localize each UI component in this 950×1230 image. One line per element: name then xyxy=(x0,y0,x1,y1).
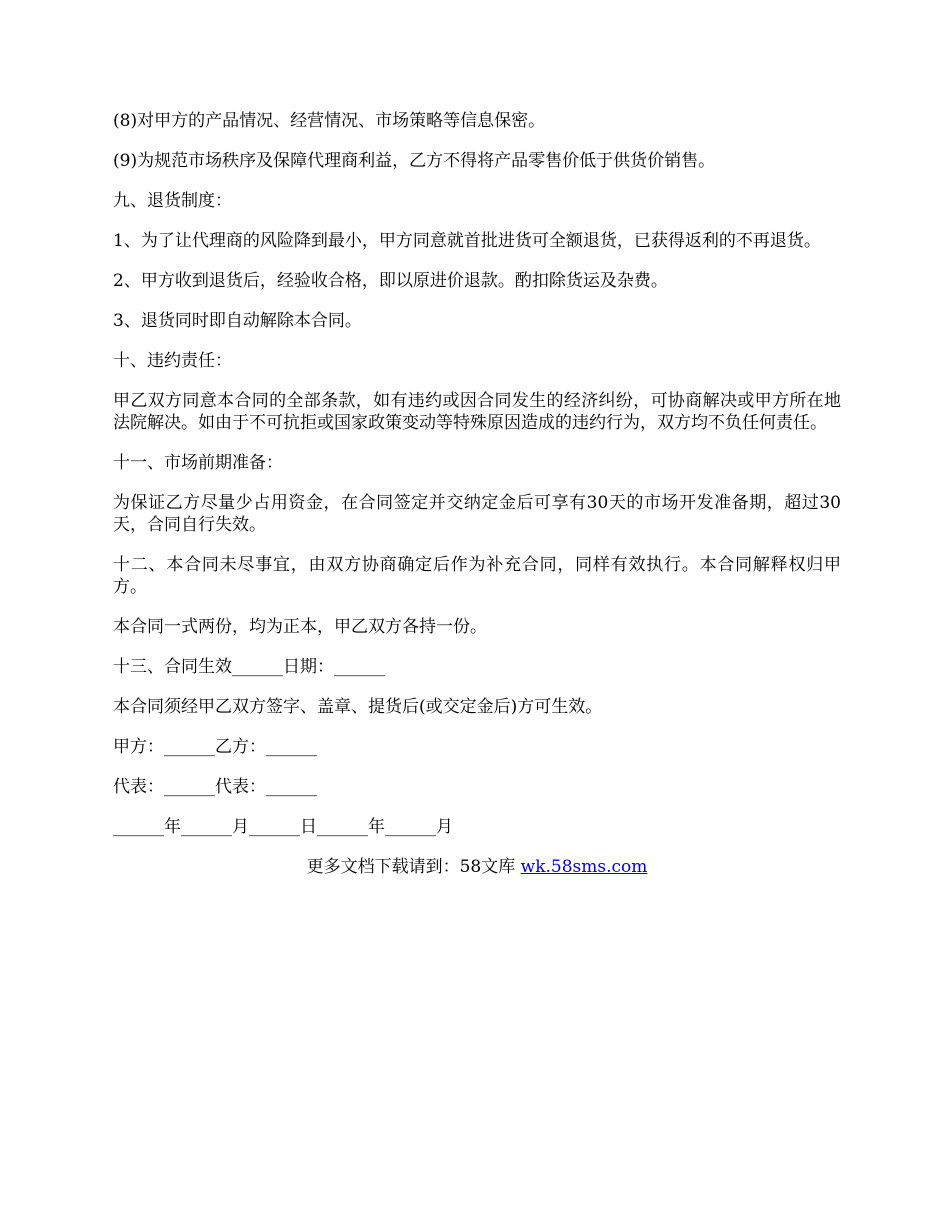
section-breach-liability-heading: 十、违约责任： xyxy=(113,351,232,371)
return-clause-1-paragraph: 1、为了让代理商的风险降到最小，甲方同意就首批进货可全额退货，已获得返利的不再退货。 xyxy=(113,231,821,251)
clause-8-paragraph: (8)对甲方的产品情况、经营情况、市场策略等信息保密。 xyxy=(113,111,546,131)
parties-signature-line: 甲方：______乙方：______ xyxy=(113,737,317,757)
download-footer xyxy=(113,856,841,878)
return-clause-3-paragraph: 3、退货同时即自动解除本合同。 xyxy=(113,311,362,331)
market-preparation-paragraph: 为保证乙方尽量少占用资金，在合同签定并交纳定金后可享有30天的市场开发准备期，超过30天，合同自行失效。 xyxy=(113,493,841,535)
document-page xyxy=(113,110,841,896)
effectiveness-condition-paragraph: 本合同须经甲乙双方签字、盖章、提货后(或交定金后)方可生效。 xyxy=(113,697,603,717)
return-clause-2-paragraph: 2、甲方收到退货后，经验收合格，即以原进价退款。酌扣除货运及杂费。 xyxy=(113,271,668,291)
footer-site-link[interactable]: wk.58sms.com xyxy=(520,857,648,877)
signature-date-line: ______年______月______日______年______月 xyxy=(113,817,453,837)
section-effective-date-line: 十三、合同生效______日期：______ xyxy=(113,657,385,677)
copies-paragraph: 本合同一式两份，均为正本，甲乙双方各持一份。 xyxy=(113,617,487,637)
breach-liability-paragraph: 甲乙双方同意本合同的全部条款，如有违约或因合同发生的经济纠纷，可协商解决或甲方所在地法院解决。如由于不可抗拒或国家政策变动等特殊原因造成的违约行为，双方均不负任何责任。 xyxy=(113,391,841,433)
section-return-policy-heading: 九、退货制度： xyxy=(113,191,232,211)
representatives-signature-line: 代表：______代表：______ xyxy=(113,777,317,797)
footer-prefix-text: 更多文档下载请到：58文库 xyxy=(306,857,521,877)
section-market-preparation-heading: 十一、市场前期准备： xyxy=(113,453,283,473)
clause-9-paragraph: (9)为规范市场秩序及保障代理商利益，乙方不得将产品零售价低于供货价销售。 xyxy=(113,151,716,171)
section-supplementary-paragraph: 十二、本合同未尽事宜，由双方协商确定后作为补充合同，同样有效执行。本合同解释权归甲方。 xyxy=(113,555,841,597)
